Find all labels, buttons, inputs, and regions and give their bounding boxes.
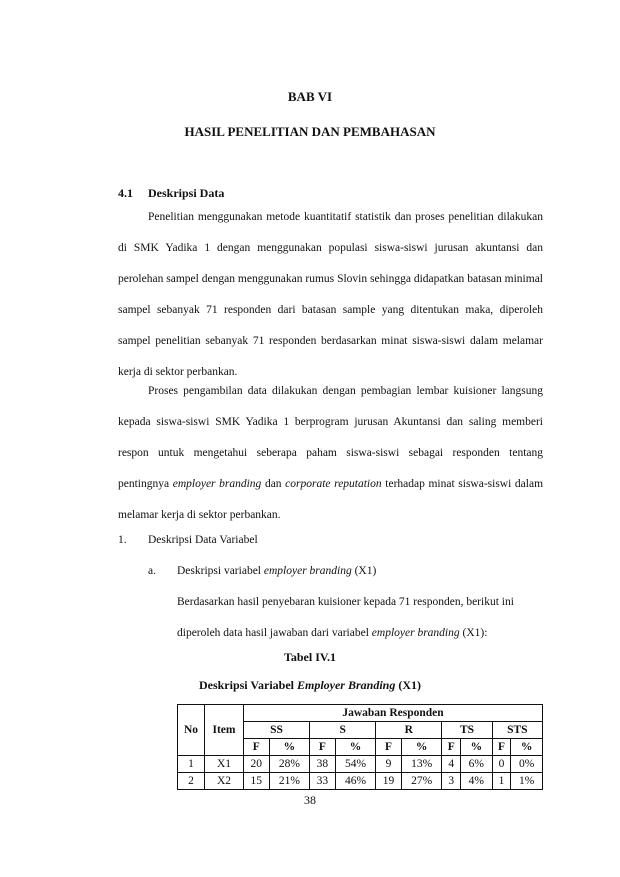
cell-value: 33 [310,773,336,790]
cell-value: 0 [492,756,511,773]
cell-value: 1% [511,773,543,790]
header-pct: % [461,739,493,756]
cell-value: 19 [376,773,402,790]
table-label: Tabel IV.1 [283,650,337,664]
header-f: F [492,739,511,756]
cell-value: 54% [335,756,376,773]
para2-italic-corporate-reputation: corporate reputation [285,478,382,490]
cell-value: 3 [442,773,461,790]
cell-value: 20 [244,756,270,773]
table-title [0,678,620,693]
cell-value: 1 [492,773,511,790]
list-a-pre: Deskripsi variabel [177,565,261,577]
cell-item: X1 [205,756,244,773]
cell-value: 21% [269,773,310,790]
header-group-sts: STS [492,722,542,739]
list-item-1-text: Deskripsi Data Variabel [148,534,258,546]
header-f: F [244,739,270,756]
chapter-heading: BAB VI [287,89,333,104]
para2-text-1: Proses pengambilan data dilakukan dengan pembagian lembar kuisioner langsung kepada siswa-siswi SMK Yadika 1 berprogram jurusan Akuntansi dan saling memberi respon untuk mengetahui seberapa paham siswa-siswi sebagai responden tentang pentingnya [118,385,543,490]
section-number: 4.1 [118,186,133,200]
sub-para-post: (X1): [462,627,488,639]
header-pct: % [401,739,442,756]
list-letter-a: a. [148,565,156,577]
page-number: 38 [304,793,316,807]
header-item: Item [205,705,244,756]
chapter-title: HASIL PENELITIAN DAN PEMBAHASAN [184,124,436,139]
table-title-post: (X1) [398,678,422,692]
sub-para-italic: employer branding [371,627,460,639]
header-pct: % [335,739,376,756]
paragraph-data-description: Penelitian menggunakan metode kuantitatif statistik dan proses penelitian dilakukan di SMK Yadika 1 dengan menggunakan populasi siswa-siswi jurusan akuntansi dan perolehan sampel dengan menggunakan rumus Slovin sehingga didapatkan batasan minimal sampel sebanyak 71 responden dari batasan sample yang ditentukan maka, diperoleh sampel penelitian sebanyak 71 responden berdasarkan minat siswa-siswi dalam melamar kerja di sektor perbankan. [118,211,543,378]
sub-paragraph-line-2 [177,627,487,639]
cell-value: 27% [401,773,442,790]
cell-value: 46% [335,773,376,790]
header-group-ss: SS [244,722,310,739]
header-group-r: R [376,722,442,739]
sub-paragraph-line-1: Berdasarkan hasil penyebaran kuisioner kepada 71 responden, berikut ini [177,596,514,608]
table-title-italic: Employer Branding [296,678,396,692]
data-table [177,704,543,790]
cell-value: 9 [376,756,402,773]
header-f: F [442,739,461,756]
cell-value: 4 [442,756,461,773]
table-row [178,773,543,790]
section-title: Deskripsi Data [148,186,225,200]
header-jawaban-responden: Jawaban Responden [244,705,543,722]
header-f: F [376,739,402,756]
cell-item: X2 [205,773,244,790]
sub-para-pre: diperoleh data hasil jawaban dari variabel [177,627,369,639]
header-f: F [310,739,336,756]
table-row [178,756,543,773]
cell-no: 2 [178,773,205,790]
paragraph-data-collection [118,376,543,531]
list-a-italic: employer branding [263,565,352,577]
header-no: No [178,705,205,756]
cell-value: 38 [310,756,336,773]
para2-text-2: dan [264,478,282,490]
cell-value: 15 [244,773,270,790]
header-pct: % [511,739,543,756]
para2-text-3: terhadap minat siswa-siswi dalam melamar kerja di sektor perbankan. [118,478,544,521]
cell-value: 0% [511,756,543,773]
list-item-a-text [177,565,376,577]
cell-no: 1 [178,756,205,773]
para2-italic-employer-branding: employer branding [172,478,262,490]
header-group-ts: TS [442,722,492,739]
cell-value: 13% [401,756,442,773]
cell-value: 4% [461,773,493,790]
list-number-1: 1. [118,534,127,546]
list-a-post: (X1) [354,565,377,577]
cell-value: 28% [269,756,310,773]
table-header-row-1 [178,705,543,722]
header-group-s: S [310,722,376,739]
cell-value: 6% [461,756,493,773]
table-title-pre: Deskripsi Variabel [198,678,294,692]
header-pct: % [269,739,310,756]
